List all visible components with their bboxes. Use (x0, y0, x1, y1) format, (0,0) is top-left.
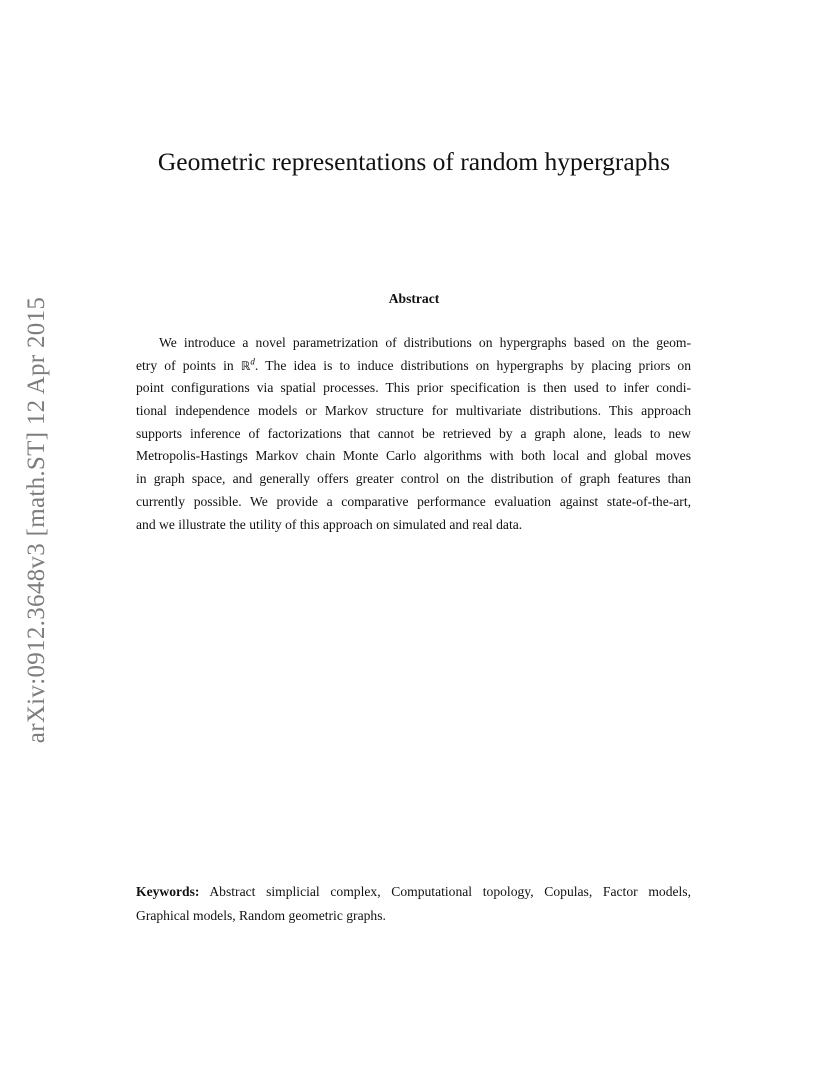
abstract-text: etry of points in (136, 357, 241, 373)
abstract-text: . The idea is to induce distributions on hypergraphs by placing priors on (254, 357, 691, 373)
abstract-line: point configurations via spatial processes. This prior specification is then used to infer condi- (136, 380, 691, 396)
paper-title: Geometric representations of random hypergraphs (157, 147, 671, 176)
abstract-body (136, 332, 691, 536)
keywords-line: Graphical models, Random geometric graphs. (136, 908, 386, 923)
keywords-text: Abstract simplicial complex, Computational topology, Copulas, Factor models, (199, 884, 691, 899)
keywords-section (136, 880, 691, 928)
real-numbers-symbol: ℝ (240, 358, 251, 373)
abstract-line: We introduce a novel parametrization of distributions on hypergraphs based on the geom- (159, 335, 691, 350)
keywords-line (136, 880, 691, 904)
abstract-line (136, 355, 691, 378)
dimension-superscript: d (250, 356, 255, 367)
keywords-label: Keywords: (136, 884, 200, 899)
abstract-line: Metropolis-Hastings Markov chain Monte Carlo algorithms with both local and global moves (136, 448, 691, 464)
abstract-line: currently possible. We provide a comparative performance evaluation against state-of-the-art, (136, 493, 691, 509)
abstract-line: and we illustrate the utility of this approach on simulated and real data. (136, 516, 523, 532)
arxiv-identifier-stamp: arXiv:0912.3648v3 [math.ST] 12 Apr 2015 (23, 296, 50, 744)
abstract-line: tional independence models or Markov structure for multivariate distributions. This approach (136, 403, 691, 419)
abstract-line: supports inference of factorizations that cannot be retrieved by a graph alone, leads to new (136, 425, 691, 441)
abstract-line: in graph space, and generally offers greater control on the distribution of graph features than (136, 471, 691, 487)
abstract-heading: Abstract (388, 291, 440, 306)
